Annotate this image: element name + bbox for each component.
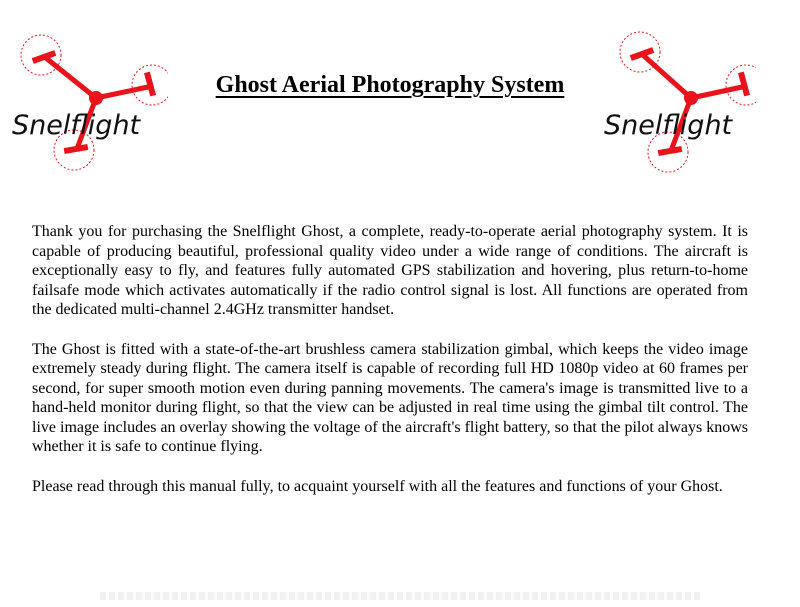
logo-text: Snelflight (604, 110, 733, 141)
faded-next-line (100, 592, 700, 600)
page-title: Ghost Aerial Photography System (215, 72, 565, 98)
logo-text: Snelflight (12, 110, 141, 141)
snelflight-logo-left (8, 30, 168, 180)
paragraph-intro: Thank you for purchasing the Snelflight Ghost, a complete, ready-to-operate aerial photography system. It is capable of producing beautiful, professional quality video under a wide range of conditions. The aircraft is exceptionally easy to fly, and features fully automated GPS stabilization and hovering, plus return-to-home failsafe mode which activates automatically if the radio control signal is lost. All functions are operated from the dedicated multi-channel 2.4GHz transmitter handset. (32, 223, 748, 318)
manual-intro-text (32, 222, 748, 516)
quadcopter-icon (596, 30, 756, 180)
snelflight-logo-right (596, 30, 756, 180)
paragraph-gimbal: The Ghost is fitted with a state-of-the-art brushless camera stabilization gimbal, which keeps the video image extremely steady during flight. The camera itself is capable of recording full HD 1080p video at 60 frames per second, for super smooth motion even during panning movements. The camera's image is transmitted live to a hand-held monitor during flight, so that the view can be adjusted in real time using the gimbal tilt control. The live image includes an overlay showing the voltage of the aircraft's flight battery, so that the pilot always knows whether it is safe to continue flying. (32, 340, 748, 455)
paragraph-read-manual: Please read through this manual fully, to acquaint yourself with all the features and functions of your Ghost. (32, 477, 723, 495)
quadcopter-icon (8, 30, 168, 180)
